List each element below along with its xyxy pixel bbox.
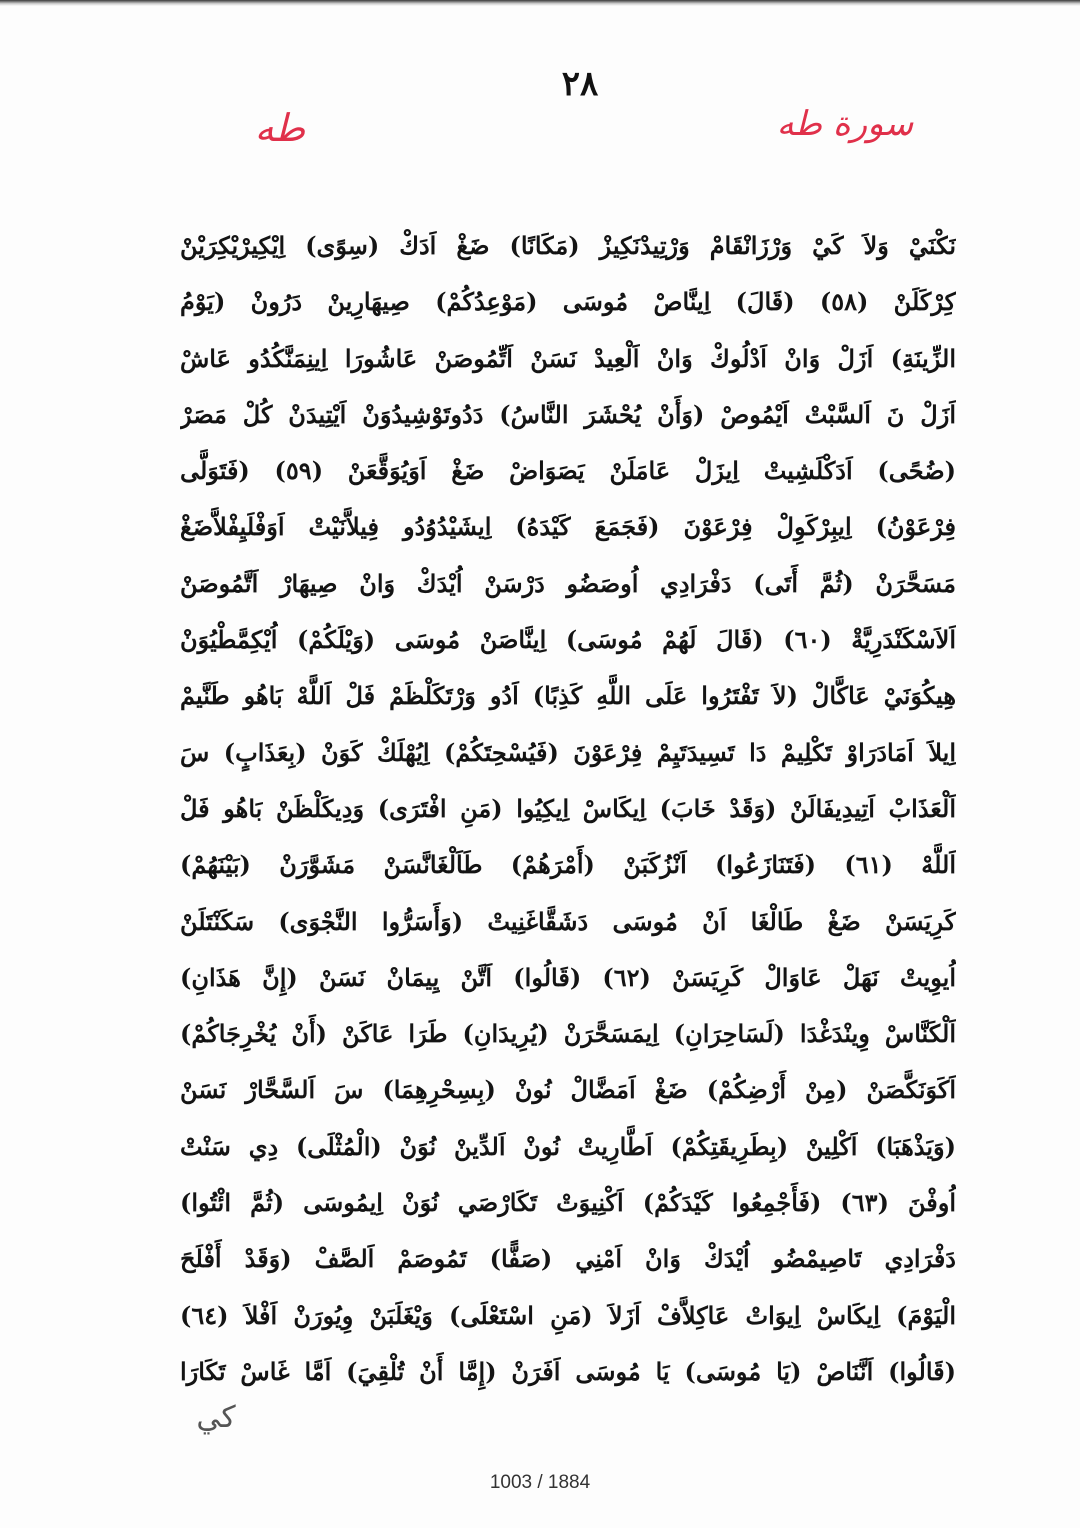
- text-line: فِرْعَوْنُ) اِيبِرْكَوِلْ فِرْعَوْنَ (فَجَمَعَ كَيْدَهُ) اِيشَيْدُوُدُو فِيلاَّنَيْتْ اَوَفْلَيِفْلاَّضَغْ: [180, 512, 956, 542]
- text-line: الْيَوْمَ) اِيكَاسْ اِيوَاتْ عَاكِلاَّفْ اَزَلاَ (مَنِ اسْتَعْلَى) وَيْغَلَبَنْ وِيُورَنْ اَفْلاَ (٦٤): [180, 1300, 956, 1330]
- text-line: كِرْكَلَنْ (٥٨) (قَالَ) اِينَّاصْ مُوسَى (مَوْعِدُكُمْ) صِيهَارِينْ دَرُونْ (يَوْمُ: [180, 287, 956, 317]
- text-line: (وَيَذْهَبَا) اَكْلِينْ (بِطَرِيقَتِكُمْ) اَطَّارِيتْ نُونْ اَلدِّينْ نُوَنْ (الْمُثْلَى) دِي سَنْتْ: [180, 1131, 956, 1161]
- text-line: اَلاَسْكَنْدَرِيَّةْ (٦٠) (قَالَ لَهُمْ مُوسَى) اِينَّاصَنْ مُوسَى (وَيْلَكُمْ) اُيْكِمَّطْيُوَنْ: [180, 625, 956, 655]
- page-number: ٢٨: [561, 64, 599, 104]
- text-line: (ضُحًى) اَدَكْلَشِيتْ اِيزَلْ عَامَلَنْ يَصَوَاضْ ضَغْ اَوَيُوَقَّعَنْ (٥٩) (فَتَوَلَّى: [180, 456, 956, 486]
- handwritten-surah-name: طه: [254, 106, 306, 150]
- page-counter: 1003 / 1884: [489, 1472, 591, 1493]
- handwritten-catchword: كي: [196, 1400, 236, 1435]
- text-line: اُوفْنَ (٦٣) (فَأَجْمِعُوا كَيْدَكُمْ) اَكْنِيوَتْ تَكَارْصَي نُوَنْ اِيمُوسَى (ثُمَّ ائْتُوا): [180, 1188, 956, 1218]
- text-line: اَلْكَنَّاسْ وِينْدَغْدَا (لَسَاحِرَانِ) اِيمَسَحَّرَنْ (يُرِيدَانِ) طَرَا عَاكَنْ (أَنْ يُخْرِجَاكُمْ): [180, 1019, 956, 1049]
- text-line: اَزَلْ نَ اَلسَّبْتْ اَيْمُوصْ (وَأَنْ يُحْشَرَ النَّاسُ) دَدُوتَوْشِيدُوَنْ اَيْتِيدَنْ كُلْ مَصَرْ: [180, 399, 956, 429]
- text-line: كَرِيَسَنْ ضَغْ طَالْغَا اَنْ مُوسَى دَشَقَّاغَنِيتْ (وَأَسَرُّوا النَّجْوَى) سَكَنْتَلَنْ: [180, 906, 956, 936]
- text-line: هِيكُوَنَيْ عَاكَّالْ (لاَ تَفْتَرُوا عَلَى اللَّهِ كَذِبًا) اَدُو وَرْتَكَلْظَمْ فَلْ اَللَّهْ بَاهُو طَنَّيمْ: [180, 681, 956, 711]
- scan-top-edge: [0, 0, 1080, 6]
- text-line: اُيوِيتْ نَهَلْ عَاوَالْ كَرِيَسَنْ (٦٢) (قَالُوا) اَتَّنْ يِيمَانْ نَسَنْ (إِنَّ هَذَانِ): [180, 962, 956, 992]
- text-line: الزِّينَةِ) اَزَلْ وَانْ اَدْلُوكْ وَانْ اَلْعِيدْ نَسَنْ اَتِّمُوصَنْ عَاشُورَا اِينِمَنَّكُدُو عَاشْ: [180, 343, 956, 373]
- text-line: (قَالُوا) اَنَّنَاصْ (يَا مُوسَى) يَا مُوسَى اَفَرَنْ (إِمَّا أَنْ تُلْقِيَ) اَمَّا غَاسْ تَكَارَا: [180, 1356, 956, 1386]
- text-line: مَسَحَّرَنْ (ثُمَّ أَتَى) دَفْرَادِي اُوصَضُو دَرْسَنْ اُيْدَكْ وَانْ صِيهَارْ اَتَّمُوصَنْ: [180, 568, 956, 598]
- text-line: اِيلاَ اَمَادَرَاوْ تَكْلِيمْ دَا تَسِيدَتَيِمْ فِرْعَوْنَ (فَيُسْحِتَكُمْ) اِيُهْلَكْ كَوَنْ (بِعَذَابٍ) سَ: [180, 737, 956, 767]
- text-line: اَكَوَنَكَّصَنْ (مِنْ أَرْضِكُمْ) ضَغْ اَمَضَّالْ نُونْ (بِسِحْرِهِمَا) سَ اَلسَّحَّارْ نَسَنْ: [180, 1075, 956, 1105]
- text-body: [180, 218, 956, 1400]
- handwritten-surah-title: سورة طه: [776, 104, 914, 144]
- text-line: اَلْعَذَابْ اَتِيدِيفَالَنْ (وَقَدْ خَابَ) اِيكَاسْ اِيكِيُوا (مَنِ افْتَرَى) وَدِيكَلْظَنْ بَاهُو فَلْ: [180, 793, 956, 823]
- text-line: نَكْنَيْ وَلاَ كَيْ وَرْزَانْقَامْ وَرْتِيدْنَكِيزْ (مَكَانًا) ضَغْ اَدَكْ (سِوًى) اِيْكِيرْيْكِرَيْنْ: [180, 231, 956, 260]
- text-line: دَفْرَادِي تَاصِيمْضُو اُيْدَكْ وَانْ اَمْنِي (صَفًّا) تَمُوصَمْ اَلصَّفْ (وَقَدْ أَفْلَحَ: [180, 1244, 956, 1274]
- text-line: اَللَّهْ (٦١) (فَتَنَازَعُوا) اَنْزُكَبَنْ (أَمْرَهُمْ) طَاَلْغَانَّسَنْ مَشَوَّرَنْ (بَيْنَهُمْ): [180, 850, 956, 880]
